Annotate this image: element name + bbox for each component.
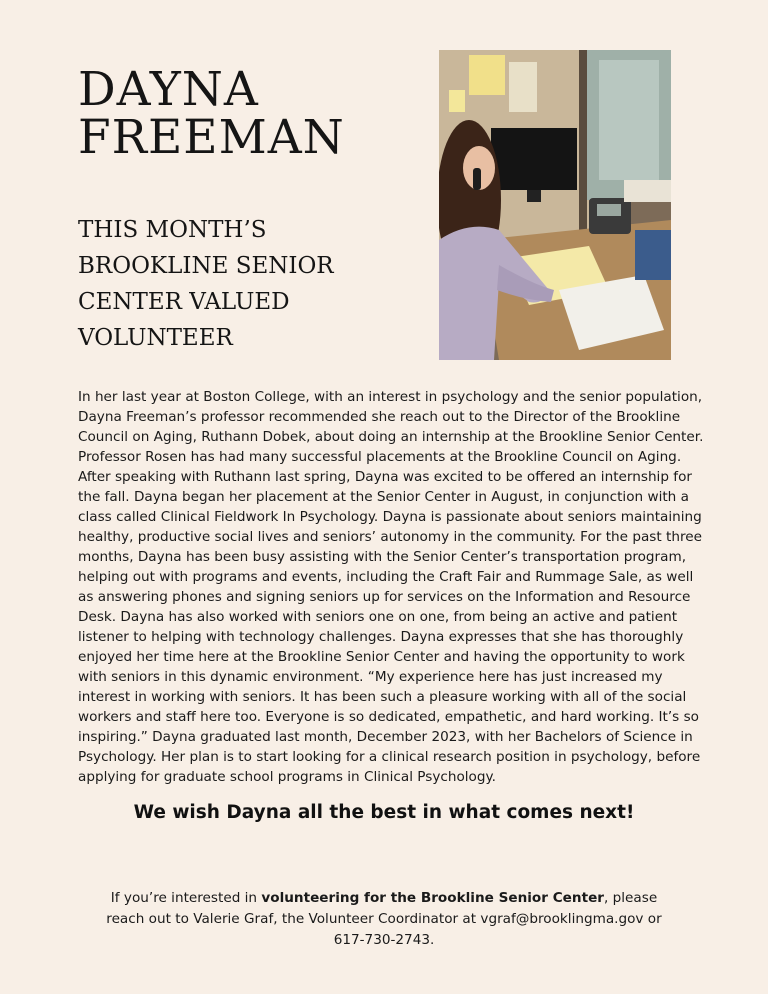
- page-title: [78, 62, 345, 165]
- subtitle-line: BROOKLINE SENIOR: [78, 253, 334, 279]
- subtitle: [78, 212, 408, 356]
- subtitle-line: CENTER VALUED: [78, 289, 290, 315]
- article-body: In her last year at Boston College, with an interest in psychology and the senior population, Dayna Freeman’s professor recommended she reach out to the Director of the Brookline Council on Aging, Ruthann Dobek, about doing an internship at the Brookline Senior Center. Professor Rosen has had many successful placements at the Brookline Council on Aging. After speaking with Ruthann last spring, Dayna was excited to be offered an internship for the fall. Dayna began her placement at the Senior Center in August, in conjunction with a class called Clinical Fieldwork In Psychology. Dayna is passionate about seniors maintaining healthy, productive social lives and seniors’ autonomy in the community. For the past three months, Dayna has been busy assisting with the Senior Center’s transportation program, helping out with programs and events, including the Craft Fair and Rummage Sale, as well as answering phones and signing seniors up for services on the Information and Resource Desk. Dayna has also worked with seniors one on one, from being an active and patient listener to helping with technology challenges. Dayna expresses that she has thoroughly enjoyed her time here at the Brookline Senior Center and having the opportunity to work with seniors in this dynamic environment. “My experience here has just increased my interest in working with seniors. It has been such a pleasure working with all of the social workers and staff here too. Everyone is so dedicated, empathetic, and hard working. It’s so inspiring.” Dayna graduated last month, December 2023, with her Bachelors of Science in Psychology. Her plan is to start looking for a clinical research position in psychology, before applying for graduate school programs in Clinical Psychology.: [78, 389, 704, 785]
- contact-highlight: volunteering for the Brookline Senior Center: [261, 890, 604, 906]
- contact-details: , please reach out to Valerie Graf, the Volunteer Coordinator at vgraf@brooklingma.gov or 617-730-2743.: [106, 890, 662, 948]
- volunteer-photo: [439, 50, 671, 360]
- contact-prefix: If you’re interested in: [110, 890, 262, 906]
- subtitle-line: VOLUNTEER: [78, 325, 233, 351]
- closing-message: We wish Dayna all the best in what comes next!: [133, 802, 635, 823]
- title-first-name: DAYNA: [78, 62, 259, 117]
- contact-info: [100, 888, 668, 951]
- subtitle-line: THIS MONTH’S: [78, 217, 267, 243]
- title-last-name: FREEMAN: [78, 110, 345, 165]
